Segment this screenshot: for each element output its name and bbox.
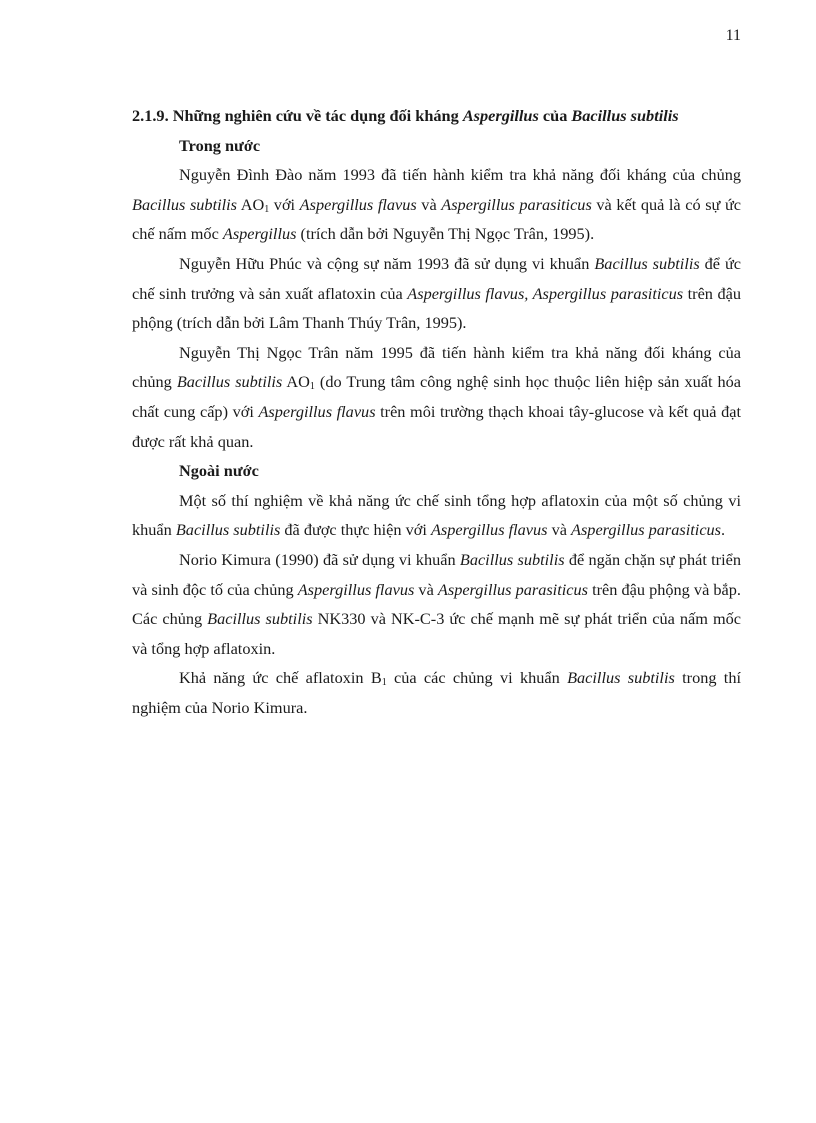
text-run: AO <box>282 372 310 392</box>
section-title-italic-genus: Aspergillus <box>462 106 539 125</box>
section-heading <box>132 101 741 131</box>
subscript: 1 <box>309 381 315 393</box>
italic-run: Aspergillus parasiticus <box>437 579 588 599</box>
text-run: và <box>416 194 442 214</box>
text-run: Một số thí nghiệm về khả năng ức chế sinh tổng hợp aflatoxin của một số chủng vi khuẩn <box>132 490 741 540</box>
text-run: (do Trung tâm công nghệ sinh học thuộc liên hiệp sản xuất hóa chất cung cấp) với <box>132 372 741 421</box>
italic-run: Bacillus subtilis <box>567 668 675 688</box>
section-title-part2: của <box>542 106 568 125</box>
subheading-foreign: Ngoài nước <box>179 461 259 481</box>
text-run: trên môi trường thạch khoai tây-glucose và kết quả đạt được rất khả quan. <box>132 401 741 451</box>
subscript: 1 <box>264 203 270 215</box>
italic-run: Bacillus subtilis <box>175 520 281 540</box>
text-run: trong thí nghiệm của Norio Kimura. <box>132 668 741 717</box>
paragraph-domestic-2 <box>132 249 741 338</box>
text-run: Nguyễn Thị Ngọc Trân năm 1995 đã tiến hành kiểm tra khả năng đối kháng của chủng <box>132 342 741 392</box>
subscript: 1 <box>381 677 387 689</box>
page-number: 11 <box>725 27 741 44</box>
text-run: để ức chế sinh trưởng và sản xuất aflatoxin của <box>132 253 742 303</box>
section-number: 2.1.9. <box>132 106 169 125</box>
text-run: . <box>721 520 726 540</box>
text-run: và <box>414 579 438 599</box>
paragraph-foreign-2 <box>132 545 741 663</box>
text-run: (trích dẫn bởi Nguyễn Thị Ngọc Trân, 1995). <box>296 224 595 244</box>
text-run: Nguyễn Đình Đào năm 1993 đã tiến hành kiểm tra khả năng đối kháng của chủng <box>179 165 741 185</box>
section-title-italic-species: Bacillus subtilis <box>571 106 679 125</box>
italic-run: Bacillus subtilis <box>132 194 237 214</box>
paragraph-foreign-3 <box>132 663 741 722</box>
text-run: AO <box>237 194 265 214</box>
paragraph-domestic-1 <box>132 160 741 249</box>
document-body <box>132 101 741 722</box>
text-run: Nguyễn Hữu Phúc và cộng sự năm 1993 đã sử dụng vi khuẩn <box>179 253 595 273</box>
text-run: để ngăn chặn sự phát triển và sinh độc tố của chủng <box>132 549 741 599</box>
italic-run: Bacillus subtilis <box>207 609 313 629</box>
text-run: và kết quả là có sự ức chế nấm mốc <box>132 194 741 244</box>
italic-run: Aspergillus flavus, Aspergillus parasiticus <box>407 283 684 303</box>
paragraph-foreign-1 <box>132 486 741 545</box>
italic-run: Bacillus subtilis <box>459 549 565 569</box>
italic-run: Aspergillus flavus <box>299 194 417 214</box>
text-run: NK330 và NK-C-3 ức chế mạnh mẽ sự phát triển của nấm mốc và tổng hợp aflatoxin. <box>132 609 741 658</box>
text-run: Norio Kimura (1990) đã sử dụng vi khuẩn <box>179 549 460 569</box>
text-run: đã được thực hiện với <box>280 520 431 540</box>
text-run: với <box>269 194 300 214</box>
text-run: của các chủng vi khuẩn <box>386 668 568 688</box>
italic-run: Bacillus subtilis <box>594 253 700 273</box>
section-title-part1: Những nghiên cứu về tác dụng đối kháng <box>172 106 459 125</box>
italic-run: Aspergillus flavus <box>430 520 548 540</box>
italic-run: Aspergillus parasiticus <box>571 520 722 540</box>
text-run: và <box>547 520 572 540</box>
subheading-domestic: Trong nước <box>179 135 261 155</box>
paragraph-domestic-3 <box>132 338 741 456</box>
italic-run: Aspergillus flavus <box>258 401 376 421</box>
italic-run: Aspergillus parasiticus <box>441 194 592 214</box>
italic-run: Aspergillus <box>222 224 297 244</box>
italic-run: Bacillus subtilis <box>176 372 283 392</box>
italic-run: Aspergillus flavus <box>297 579 415 599</box>
text-run: trên đậu phộng (trích dẫn bởi Lâm Thanh Thúy Trân, 1995). <box>132 283 741 333</box>
text-run: trên đậu phộng và bắp. Các chủng <box>132 579 741 629</box>
text-run: Khả năng ức chế aflatoxin B <box>179 668 382 688</box>
